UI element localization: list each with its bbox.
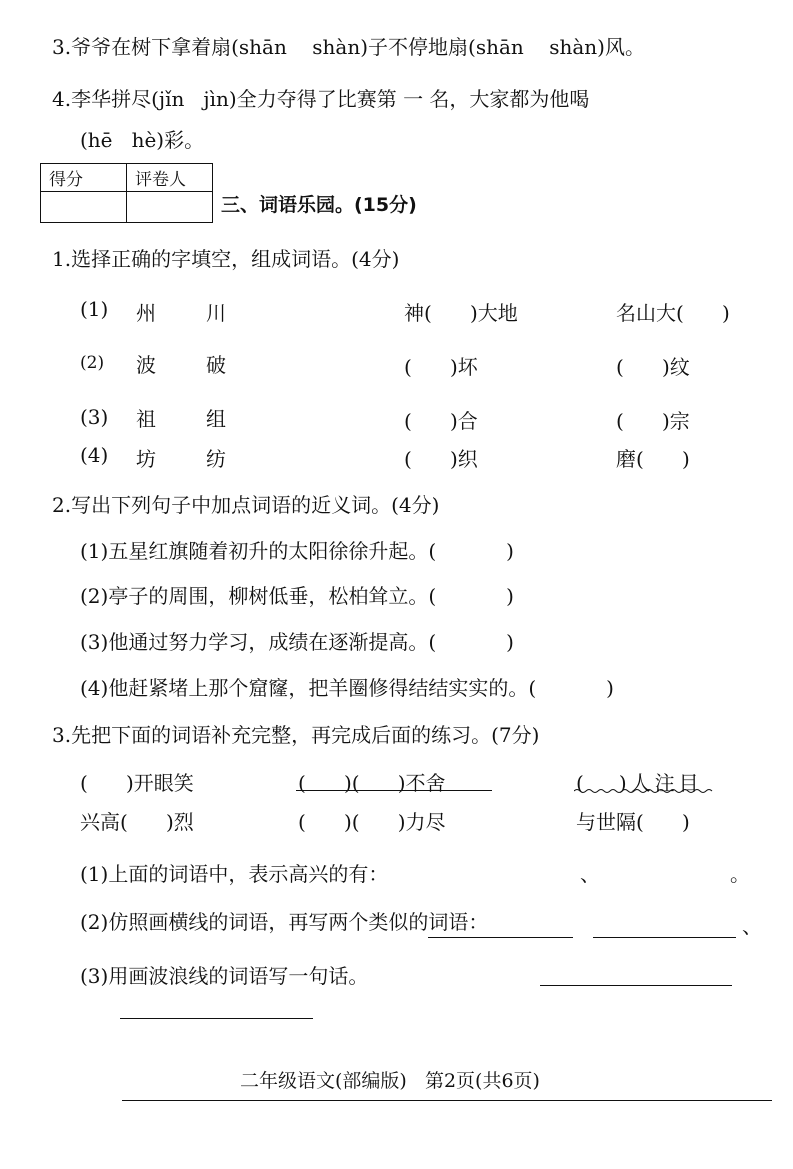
q2-item-4[interactable]: (4)他赶紧堵上那个窟窿，把羊圈修得结结实实的。( )	[80, 676, 614, 700]
q1-row1-blank-d[interactable]: 名山大( )	[616, 301, 730, 325]
q3-word-3-wavy-line	[574, 788, 716, 794]
q2-item-2[interactable]: (2)亭子的周围，柳树低垂，松柏耸立。( )	[80, 584, 514, 608]
score-box[interactable]	[41, 192, 127, 223]
q3-sub2-separator: 、	[742, 914, 762, 938]
question-4-pinyin-line1: 4.李华拼尽(jǐn jìn)全力夺得了比赛第 一 名，大家都为他喝	[52, 87, 590, 111]
q3-title: 3.先把下面的词语补充完整，再完成后面的练习。(7分)	[52, 723, 540, 747]
q2-item-3[interactable]: (3)他通过努力学习，成绩在逐渐提高。( )	[80, 630, 514, 654]
q1-row4-blank-d[interactable]: 磨( )	[616, 447, 690, 471]
q1-row1-blank-c[interactable]: 神( )大地	[404, 301, 518, 325]
q3-word-4[interactable]: 兴高( )烈	[80, 810, 194, 834]
q3-sub1: (1)上面的词语中，表示高兴的有：	[80, 862, 389, 886]
q1-row3-blank-d[interactable]: ( )宗	[616, 409, 690, 433]
q3-sub1-separator: 、	[580, 862, 600, 886]
q1-row3-num: (3)	[80, 405, 109, 429]
q3-sub3: (3)用画波浪线的词语写一句话。	[80, 964, 369, 988]
q2-item-1[interactable]: (1)五星红旗随着初升的太阳徐徐升起。( )	[80, 539, 514, 563]
q1-row4-blank-c[interactable]: ( )织	[404, 447, 478, 471]
q3-sub2: (2)仿照画横线的词语，再写两个类似的词语：	[80, 910, 489, 934]
q1-row4-num: (4)	[80, 443, 109, 467]
q3-word-5[interactable]: ( )( )力尽	[298, 810, 446, 834]
q1-row4-char-b: 纺	[206, 447, 226, 471]
q3-word-2-underlined[interactable]: ( )( )不舍	[298, 771, 446, 795]
q1-row1-char-a: 州	[136, 301, 156, 325]
q2-title: 2.写出下列句子中加点词语的近义词。(4分)	[52, 493, 440, 517]
q1-row3-char-b: 组	[206, 407, 226, 431]
q1-row2-blank-d[interactable]: ( )纹	[616, 355, 690, 379]
q1-row2-char-b: 破	[206, 353, 226, 377]
q3-word-1[interactable]: ( )开眼笑	[80, 771, 194, 795]
q3-sub1-end: 。	[730, 862, 750, 886]
q1-row2-blank-c[interactable]: ( )坏	[404, 355, 478, 379]
grader-box[interactable]	[127, 192, 213, 223]
q3-word-6[interactable]: 与世隔( )	[576, 810, 690, 834]
q3-word-2-underline	[296, 790, 492, 791]
q1-row1-num: (1)	[80, 297, 109, 321]
section-title: 三、词语乐园。(15分)	[221, 194, 417, 216]
q1-row1-char-b: 川	[206, 301, 226, 325]
q3-sub2-answer-line-1[interactable]	[428, 937, 573, 938]
q3-sub3-answer-line-2[interactable]	[120, 1018, 313, 1019]
q3-sub2-answer-line-2[interactable]	[593, 937, 736, 938]
q1-row2-num: (2)	[80, 353, 105, 373]
page-footer: 二年级语文(部编版) 第2页(共6页)	[240, 1070, 540, 1092]
grader-label: 评卷人	[127, 164, 213, 192]
q3-word-3-wavy[interactable]: ( )人注目	[576, 771, 703, 795]
q1-row3-blank-c[interactable]: ( )合	[404, 409, 478, 433]
q1-row4-char-a: 坊	[136, 447, 156, 471]
question-4-pinyin-line2: (hē hè)彩。	[80, 128, 205, 152]
q1-row3-char-a: 祖	[136, 407, 156, 431]
score-label: 得分	[41, 164, 127, 192]
q1-title: 1.选择正确的字填空，组成词语。(4分)	[52, 247, 400, 271]
footer-divider	[122, 1100, 772, 1101]
q3-sub3-answer-line-1[interactable]	[540, 985, 732, 986]
q1-row2-char-a: 波	[136, 353, 156, 377]
question-3-pinyin: 3.爷爷在树下拿着扇(shān shàn)子不停地扇(shān shàn)风。	[52, 35, 645, 59]
score-table	[40, 163, 213, 223]
